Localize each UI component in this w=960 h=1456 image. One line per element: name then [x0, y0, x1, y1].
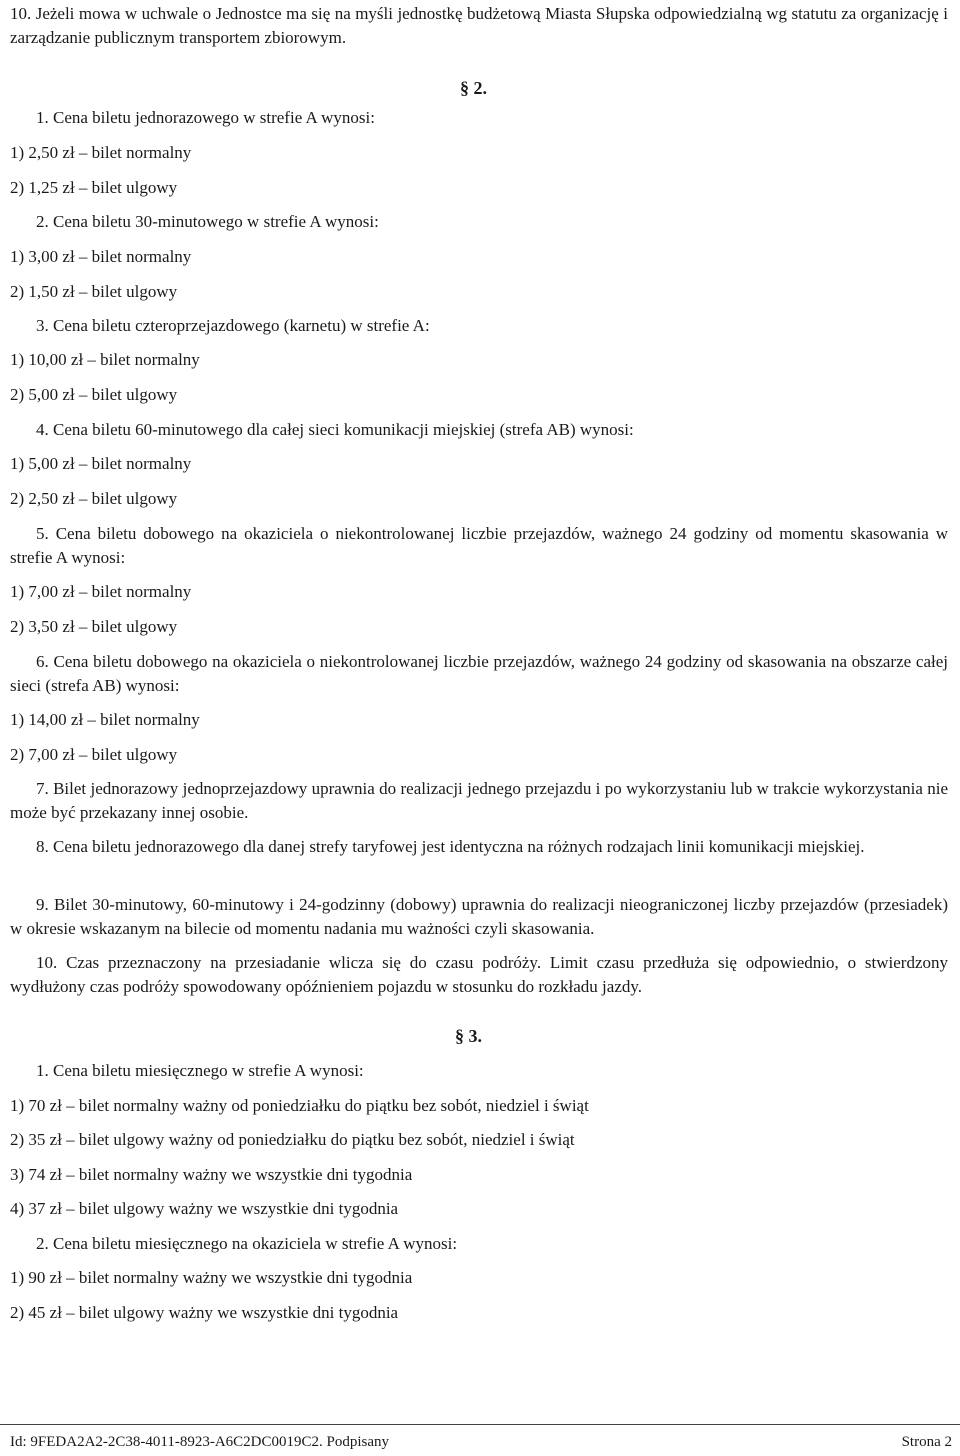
s2-item-1-heading: 1. Cena biletu jednorazowego w strefie A wynosi:: [36, 108, 375, 127]
intro-paragraph: 10. Jeżeli mowa w uchwale o Jednostce ma się na myśli jednostkę budżetową Miasta Słupska odpowiedzialną wg statutu za organizację i zarządzanie publicznym transportem zbiorowym.: [10, 4, 948, 47]
s2-item-5-paragraph: 5. Cena biletu dobowego na okaziciela o niekontrolowanej liczbie przejazdów, ważnego 24 godziny od momentu skasowania w strefie A wynosi:: [10, 524, 948, 567]
s3-item-2-heading: 2. Cena biletu miesięcznego na okaziciela w strefie A wynosi:: [36, 1234, 458, 1253]
s2-item-6-paragraph: 6. Cena biletu dobowego na okaziciela o niekontrolowanej liczbie przejazdów, ważnego 24 godziny od skasowania na obszarze całej sieci (strefa AB) wynosi:: [10, 652, 948, 695]
s2-item-6-price-normal: 1) 14,00 zł – bilet normalny: [10, 710, 200, 729]
s2-item-7-paragraph: 7. Bilet jednorazowy jednoprzejazdowy uprawnia do realizacji jednego przejazdu i po wykorzystaniu lub w trakcie wykorzystania nie może być przekazany innej osobie.: [10, 779, 948, 822]
s2-item-5-price-normal: 1) 7,00 zł – bilet normalny: [10, 582, 192, 601]
s2-item-4-heading: 4. Cena biletu 60-minutowego dla całej sieci komunikacji miejskiej (strefa AB) wynosi:: [36, 420, 634, 439]
s2-item-2-heading: 2. Cena biletu 30-minutowego w strefie A wynosi:: [36, 212, 379, 231]
s2-item-1-price-reduced: 2) 1,25 zł – bilet ulgowy: [10, 178, 178, 197]
section-2-heading: § 2.: [460, 78, 487, 98]
s2-item-4-price-reduced: 2) 2,50 zł – bilet ulgowy: [10, 489, 178, 508]
s3-item-1-price-4: 4) 37 zł – bilet ulgowy ważny we wszystkie dni tygodnia: [10, 1199, 399, 1218]
s2-item-10-paragraph: 10. Czas przeznaczony na przesiadanie wlicza się do czasu podróży. Limit czasu przedłuża się odpowiednio, o stwierdzony wydłużony czas podróży spowodowany opóźnieniem pojazdu w stosunku do rozkładu jazdy.: [10, 953, 948, 996]
s2-item-3-heading: 3. Cena biletu czteroprzejazdowego (karnetu) w strefie A:: [36, 316, 430, 335]
s3-item-2-price-2: 2) 45 zł – bilet ulgowy ważny we wszystkie dni tygodnia: [10, 1303, 399, 1322]
s2-item-2-price-reduced: 2) 1,50 zł – bilet ulgowy: [10, 282, 178, 301]
s2-item-3-price-reduced: 2) 5,00 zł – bilet ulgowy: [10, 385, 178, 404]
footer-divider: [0, 1424, 960, 1425]
s3-item-1-price-1: 1) 70 zł – bilet normalny ważny od poniedziałku do piątku bez sobót, niedziel i świąt: [10, 1096, 589, 1115]
section-3-heading: § 3.: [455, 1026, 482, 1046]
s2-item-1-price-normal: 1) 2,50 zł – bilet normalny: [10, 143, 192, 162]
s3-item-1-price-3: 3) 74 zł – bilet normalny ważny we wszystkie dni tygodnia: [10, 1165, 413, 1184]
s2-item-3-price-normal: 1) 10,00 zł – bilet normalny: [10, 350, 200, 369]
page-number: Strona 2: [901, 1434, 952, 1450]
s3-item-1-price-2: 2) 35 zł – bilet ulgowy ważny od poniedziałku do piątku bez sobót, niedziel i świąt: [10, 1130, 575, 1149]
s2-item-8-paragraph: 8. Cena biletu jednorazowego dla danej strefy taryfowej jest identyczna na różnych rodzajach linii komunikacji miejskiej.: [36, 837, 865, 856]
s2-item-2-price-normal: 1) 3,00 zł – bilet normalny: [10, 247, 192, 266]
s2-item-6-price-reduced: 2) 7,00 zł – bilet ulgowy: [10, 745, 178, 764]
s2-item-4-price-normal: 1) 5,00 zł – bilet normalny: [10, 454, 192, 473]
s2-item-5-price-reduced: 2) 3,50 zł – bilet ulgowy: [10, 617, 178, 636]
document-id: Id: 9FEDA2A2-2C38-4011-8923-A6C2DC0019C2. Podpisany: [10, 1434, 390, 1450]
s3-item-2-price-1: 1) 90 zł – bilet normalny ważny we wszystkie dni tygodnia: [10, 1268, 413, 1287]
s3-item-1-heading: 1. Cena biletu miesięcznego w strefie A wynosi:: [36, 1061, 364, 1080]
s2-item-9-paragraph: 9. Bilet 30-minutowy, 60-minutowy i 24-godzinny (dobowy) uprawnia do realizacji nieograniczonej liczby przejazdów (przesiadek) w okresie wskazanym na bilecie od momentu nadania mu ważności czyli skasowania.: [10, 895, 948, 938]
